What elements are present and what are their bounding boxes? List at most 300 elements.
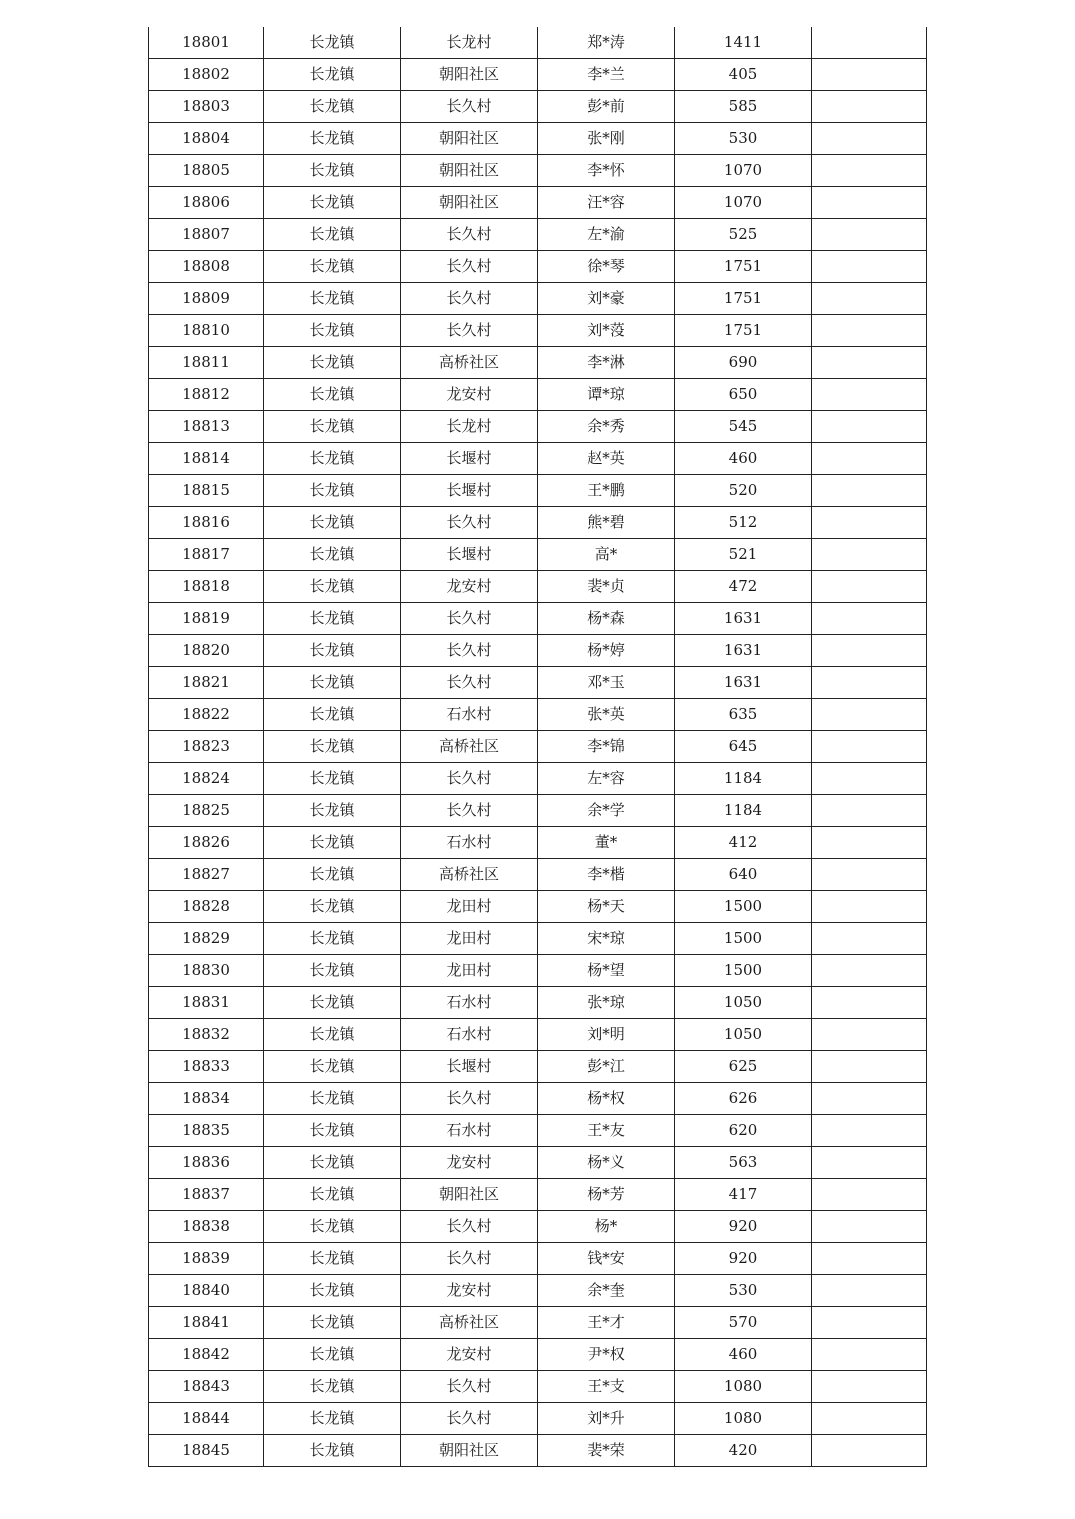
remark-cell xyxy=(812,859,927,891)
remark-cell xyxy=(812,1051,927,1083)
town-cell: 长龙镇 xyxy=(264,443,401,475)
town-cell: 长龙镇 xyxy=(264,1435,401,1467)
serial-number-cell: 18816 xyxy=(149,507,264,539)
amount-cell: 530 xyxy=(675,1275,812,1307)
village-cell: 朝阳社区 xyxy=(401,59,538,91)
table-row xyxy=(149,1115,927,1147)
table-row xyxy=(149,91,927,123)
serial-number-cell: 18805 xyxy=(149,155,264,187)
remark-cell xyxy=(812,667,927,699)
serial-number-cell: 18808 xyxy=(149,251,264,283)
table-row xyxy=(149,571,927,603)
remark-cell xyxy=(812,1211,927,1243)
amount-cell: 1411 xyxy=(675,27,812,59)
serial-number-cell: 18844 xyxy=(149,1403,264,1435)
table-row xyxy=(149,187,927,219)
amount-cell: 412 xyxy=(675,827,812,859)
table-row xyxy=(149,1083,927,1115)
town-cell: 长龙镇 xyxy=(264,155,401,187)
village-cell: 高桥社区 xyxy=(401,1307,538,1339)
village-cell: 长久村 xyxy=(401,315,538,347)
remark-cell xyxy=(812,1275,927,1307)
town-cell: 长龙镇 xyxy=(264,731,401,763)
town-cell: 长龙镇 xyxy=(264,1083,401,1115)
amount-cell: 690 xyxy=(675,347,812,379)
serial-number-cell: 18837 xyxy=(149,1179,264,1211)
village-cell: 石水村 xyxy=(401,1115,538,1147)
serial-number-cell: 18824 xyxy=(149,763,264,795)
village-cell: 长久村 xyxy=(401,219,538,251)
serial-number-cell: 18823 xyxy=(149,731,264,763)
table-row xyxy=(149,411,927,443)
village-cell: 石水村 xyxy=(401,987,538,1019)
town-cell: 长龙镇 xyxy=(264,187,401,219)
amount-cell: 1631 xyxy=(675,603,812,635)
recipient-name-cell: 徐*琴 xyxy=(538,251,675,283)
town-cell: 长龙镇 xyxy=(264,507,401,539)
village-cell: 长堰村 xyxy=(401,1051,538,1083)
table-row xyxy=(149,283,927,315)
recipient-name-cell: 杨* xyxy=(538,1211,675,1243)
town-cell: 长龙镇 xyxy=(264,699,401,731)
serial-number-cell: 18812 xyxy=(149,379,264,411)
table-row xyxy=(149,1275,927,1307)
village-cell: 长久村 xyxy=(401,1403,538,1435)
serial-number-cell: 18843 xyxy=(149,1371,264,1403)
village-cell: 高桥社区 xyxy=(401,859,538,891)
table-row xyxy=(149,1179,927,1211)
recipient-name-cell: 王*鹏 xyxy=(538,475,675,507)
amount-cell: 920 xyxy=(675,1211,812,1243)
serial-number-cell: 18802 xyxy=(149,59,264,91)
table-row xyxy=(149,1307,927,1339)
subsidy-list-table xyxy=(148,27,927,1467)
serial-number-cell: 18840 xyxy=(149,1275,264,1307)
village-cell: 长久村 xyxy=(401,635,538,667)
village-cell: 龙田村 xyxy=(401,891,538,923)
remark-cell xyxy=(812,123,927,155)
recipient-name-cell: 李*淋 xyxy=(538,347,675,379)
table-row xyxy=(149,891,927,923)
table-row xyxy=(149,795,927,827)
town-cell: 长龙镇 xyxy=(264,1147,401,1179)
amount-cell: 1751 xyxy=(675,315,812,347)
amount-cell: 1080 xyxy=(675,1371,812,1403)
serial-number-cell: 18834 xyxy=(149,1083,264,1115)
village-cell: 龙安村 xyxy=(401,1147,538,1179)
serial-number-cell: 18813 xyxy=(149,411,264,443)
remark-cell xyxy=(812,347,927,379)
town-cell: 长龙镇 xyxy=(264,1275,401,1307)
serial-number-cell: 18838 xyxy=(149,1211,264,1243)
recipient-name-cell: 尹*权 xyxy=(538,1339,675,1371)
remark-cell xyxy=(812,699,927,731)
recipient-name-cell: 张*琼 xyxy=(538,987,675,1019)
serial-number-cell: 18804 xyxy=(149,123,264,155)
recipient-name-cell: 郑*涛 xyxy=(538,27,675,59)
table-row xyxy=(149,1403,927,1435)
table-row xyxy=(149,1435,927,1467)
recipient-name-cell: 杨*义 xyxy=(538,1147,675,1179)
serial-number-cell: 18836 xyxy=(149,1147,264,1179)
remark-cell xyxy=(812,27,927,59)
table-row xyxy=(149,315,927,347)
village-cell: 朝阳社区 xyxy=(401,187,538,219)
amount-cell: 405 xyxy=(675,59,812,91)
village-cell: 高桥社区 xyxy=(401,347,538,379)
serial-number-cell: 18810 xyxy=(149,315,264,347)
town-cell: 长龙镇 xyxy=(264,763,401,795)
recipient-name-cell: 张*刚 xyxy=(538,123,675,155)
table-row xyxy=(149,859,927,891)
table-row xyxy=(149,1147,927,1179)
town-cell: 长龙镇 xyxy=(264,251,401,283)
recipient-name-cell: 余*奎 xyxy=(538,1275,675,1307)
village-cell: 龙田村 xyxy=(401,955,538,987)
village-cell: 朝阳社区 xyxy=(401,1435,538,1467)
town-cell: 长龙镇 xyxy=(264,475,401,507)
recipient-name-cell: 刘*明 xyxy=(538,1019,675,1051)
village-cell: 长久村 xyxy=(401,1371,538,1403)
recipient-name-cell: 余*秀 xyxy=(538,411,675,443)
serial-number-cell: 18821 xyxy=(149,667,264,699)
remark-cell xyxy=(812,59,927,91)
amount-cell: 585 xyxy=(675,91,812,123)
town-cell: 长龙镇 xyxy=(264,1371,401,1403)
recipient-name-cell: 王*友 xyxy=(538,1115,675,1147)
remark-cell xyxy=(812,251,927,283)
remark-cell xyxy=(812,923,927,955)
remark-cell xyxy=(812,539,927,571)
amount-cell: 1631 xyxy=(675,635,812,667)
table-row xyxy=(149,955,927,987)
serial-number-cell: 18832 xyxy=(149,1019,264,1051)
serial-number-cell: 18811 xyxy=(149,347,264,379)
recipient-name-cell: 杨*天 xyxy=(538,891,675,923)
amount-cell: 521 xyxy=(675,539,812,571)
serial-number-cell: 18830 xyxy=(149,955,264,987)
town-cell: 长龙镇 xyxy=(264,1051,401,1083)
town-cell: 长龙镇 xyxy=(264,123,401,155)
remark-cell xyxy=(812,1115,927,1147)
amount-cell: 1751 xyxy=(675,251,812,283)
village-cell: 朝阳社区 xyxy=(401,1179,538,1211)
village-cell: 长久村 xyxy=(401,1083,538,1115)
amount-cell: 417 xyxy=(675,1179,812,1211)
recipient-name-cell: 宋*琼 xyxy=(538,923,675,955)
table-row xyxy=(149,59,927,91)
remark-cell xyxy=(812,731,927,763)
town-cell: 长龙镇 xyxy=(264,955,401,987)
remark-cell xyxy=(812,507,927,539)
town-cell: 长龙镇 xyxy=(264,1307,401,1339)
table-row xyxy=(149,731,927,763)
amount-cell: 520 xyxy=(675,475,812,507)
serial-number-cell: 18822 xyxy=(149,699,264,731)
amount-cell: 1070 xyxy=(675,187,812,219)
table-row xyxy=(149,123,927,155)
remark-cell xyxy=(812,763,927,795)
town-cell: 长龙镇 xyxy=(264,603,401,635)
amount-cell: 570 xyxy=(675,1307,812,1339)
village-cell: 高桥社区 xyxy=(401,731,538,763)
remark-cell xyxy=(812,1371,927,1403)
remark-cell xyxy=(812,1403,927,1435)
serial-number-cell: 18829 xyxy=(149,923,264,955)
village-cell: 长久村 xyxy=(401,795,538,827)
table-row xyxy=(149,1211,927,1243)
town-cell: 长龙镇 xyxy=(264,795,401,827)
amount-cell: 460 xyxy=(675,443,812,475)
amount-cell: 1184 xyxy=(675,795,812,827)
remark-cell xyxy=(812,315,927,347)
town-cell: 长龙镇 xyxy=(264,1339,401,1371)
remark-cell xyxy=(812,1147,927,1179)
amount-cell: 625 xyxy=(675,1051,812,1083)
village-cell: 龙安村 xyxy=(401,571,538,603)
remark-cell xyxy=(812,1179,927,1211)
serial-number-cell: 18835 xyxy=(149,1115,264,1147)
serial-number-cell: 18809 xyxy=(149,283,264,315)
table-row xyxy=(149,1243,927,1275)
recipient-name-cell: 邓*玉 xyxy=(538,667,675,699)
serial-number-cell: 18825 xyxy=(149,795,264,827)
village-cell: 长久村 xyxy=(401,251,538,283)
table-row xyxy=(149,219,927,251)
amount-cell: 512 xyxy=(675,507,812,539)
amount-cell: 472 xyxy=(675,571,812,603)
remark-cell xyxy=(812,1243,927,1275)
serial-number-cell: 18845 xyxy=(149,1435,264,1467)
village-cell: 龙田村 xyxy=(401,923,538,955)
table-row xyxy=(149,987,927,1019)
remark-cell xyxy=(812,827,927,859)
recipient-name-cell: 刘*莈 xyxy=(538,315,675,347)
table-row xyxy=(149,763,927,795)
remark-cell xyxy=(812,155,927,187)
recipient-name-cell: 张*英 xyxy=(538,699,675,731)
table-row xyxy=(149,347,927,379)
town-cell: 长龙镇 xyxy=(264,347,401,379)
recipient-name-cell: 汪*容 xyxy=(538,187,675,219)
amount-cell: 545 xyxy=(675,411,812,443)
village-cell: 石水村 xyxy=(401,699,538,731)
remark-cell xyxy=(812,795,927,827)
amount-cell: 460 xyxy=(675,1339,812,1371)
serial-number-cell: 18817 xyxy=(149,539,264,571)
village-cell: 朝阳社区 xyxy=(401,155,538,187)
serial-number-cell: 18818 xyxy=(149,571,264,603)
town-cell: 长龙镇 xyxy=(264,27,401,59)
amount-cell: 1631 xyxy=(675,667,812,699)
village-cell: 石水村 xyxy=(401,1019,538,1051)
recipient-name-cell: 杨*芳 xyxy=(538,1179,675,1211)
town-cell: 长龙镇 xyxy=(264,315,401,347)
recipient-name-cell: 李*锦 xyxy=(538,731,675,763)
town-cell: 长龙镇 xyxy=(264,219,401,251)
serial-number-cell: 18806 xyxy=(149,187,264,219)
amount-cell: 1500 xyxy=(675,955,812,987)
table-row xyxy=(149,923,927,955)
recipient-name-cell: 熊*碧 xyxy=(538,507,675,539)
recipient-name-cell: 裴*荣 xyxy=(538,1435,675,1467)
village-cell: 长久村 xyxy=(401,603,538,635)
table-row xyxy=(149,635,927,667)
remark-cell xyxy=(812,603,927,635)
remark-cell xyxy=(812,91,927,123)
table-row xyxy=(149,539,927,571)
serial-number-cell: 18842 xyxy=(149,1339,264,1371)
town-cell: 长龙镇 xyxy=(264,283,401,315)
remark-cell xyxy=(812,987,927,1019)
serial-number-cell: 18831 xyxy=(149,987,264,1019)
serial-number-cell: 18841 xyxy=(149,1307,264,1339)
village-cell: 长久村 xyxy=(401,91,538,123)
recipient-name-cell: 赵*英 xyxy=(538,443,675,475)
table-row xyxy=(149,1371,927,1403)
table-row xyxy=(149,1339,927,1371)
amount-cell: 1500 xyxy=(675,923,812,955)
amount-cell: 420 xyxy=(675,1435,812,1467)
serial-number-cell: 18820 xyxy=(149,635,264,667)
amount-cell: 530 xyxy=(675,123,812,155)
amount-cell: 640 xyxy=(675,859,812,891)
town-cell: 长龙镇 xyxy=(264,859,401,891)
recipient-name-cell: 王*才 xyxy=(538,1307,675,1339)
town-cell: 长龙镇 xyxy=(264,539,401,571)
table-row xyxy=(149,1019,927,1051)
remark-cell xyxy=(812,571,927,603)
amount-cell: 1751 xyxy=(675,283,812,315)
recipient-name-cell: 董* xyxy=(538,827,675,859)
recipient-name-cell: 杨*森 xyxy=(538,603,675,635)
remark-cell xyxy=(812,283,927,315)
recipient-name-cell: 高* xyxy=(538,539,675,571)
recipient-name-cell: 左*容 xyxy=(538,763,675,795)
recipient-name-cell: 李*楷 xyxy=(538,859,675,891)
amount-cell: 1184 xyxy=(675,763,812,795)
table-row xyxy=(149,379,927,411)
remark-cell xyxy=(812,379,927,411)
table-row xyxy=(149,699,927,731)
table-row xyxy=(149,155,927,187)
amount-cell: 650 xyxy=(675,379,812,411)
remark-cell xyxy=(812,475,927,507)
amount-cell: 525 xyxy=(675,219,812,251)
village-cell: 长久村 xyxy=(401,283,538,315)
town-cell: 长龙镇 xyxy=(264,987,401,1019)
table-row xyxy=(149,27,927,59)
remark-cell xyxy=(812,1339,927,1371)
town-cell: 长龙镇 xyxy=(264,1019,401,1051)
recipient-name-cell: 钱*安 xyxy=(538,1243,675,1275)
amount-cell: 1050 xyxy=(675,987,812,1019)
village-cell: 长堰村 xyxy=(401,539,538,571)
document-page xyxy=(148,27,926,1467)
village-cell: 长久村 xyxy=(401,1243,538,1275)
remark-cell xyxy=(812,187,927,219)
recipient-name-cell: 杨*婷 xyxy=(538,635,675,667)
remark-cell xyxy=(812,1307,927,1339)
amount-cell: 626 xyxy=(675,1083,812,1115)
recipient-name-cell: 王*支 xyxy=(538,1371,675,1403)
recipient-name-cell: 刘*豪 xyxy=(538,283,675,315)
table-row xyxy=(149,667,927,699)
recipient-name-cell: 李*兰 xyxy=(538,59,675,91)
table-body xyxy=(149,27,927,1467)
table-row xyxy=(149,475,927,507)
village-cell: 长龙村 xyxy=(401,411,538,443)
village-cell: 龙安村 xyxy=(401,1275,538,1307)
village-cell: 长久村 xyxy=(401,763,538,795)
serial-number-cell: 18827 xyxy=(149,859,264,891)
serial-number-cell: 18803 xyxy=(149,91,264,123)
recipient-name-cell: 裴*贞 xyxy=(538,571,675,603)
town-cell: 长龙镇 xyxy=(264,571,401,603)
recipient-name-cell: 杨*权 xyxy=(538,1083,675,1115)
recipient-name-cell: 谭*琼 xyxy=(538,379,675,411)
table-row xyxy=(149,603,927,635)
town-cell: 长龙镇 xyxy=(264,635,401,667)
serial-number-cell: 18833 xyxy=(149,1051,264,1083)
village-cell: 朝阳社区 xyxy=(401,123,538,155)
remark-cell xyxy=(812,891,927,923)
village-cell: 长堰村 xyxy=(401,443,538,475)
remark-cell xyxy=(812,1019,927,1051)
village-cell: 龙安村 xyxy=(401,1339,538,1371)
table-row xyxy=(149,827,927,859)
town-cell: 长龙镇 xyxy=(264,667,401,699)
table-row xyxy=(149,443,927,475)
town-cell: 长龙镇 xyxy=(264,1403,401,1435)
recipient-name-cell: 李*怀 xyxy=(538,155,675,187)
serial-number-cell: 18828 xyxy=(149,891,264,923)
village-cell: 长堰村 xyxy=(401,475,538,507)
amount-cell: 620 xyxy=(675,1115,812,1147)
amount-cell: 645 xyxy=(675,731,812,763)
table-row xyxy=(149,507,927,539)
remark-cell xyxy=(812,443,927,475)
remark-cell xyxy=(812,1435,927,1467)
town-cell: 长龙镇 xyxy=(264,379,401,411)
remark-cell xyxy=(812,219,927,251)
serial-number-cell: 18826 xyxy=(149,827,264,859)
amount-cell: 1500 xyxy=(675,891,812,923)
recipient-name-cell: 余*学 xyxy=(538,795,675,827)
town-cell: 长龙镇 xyxy=(264,1243,401,1275)
village-cell: 龙安村 xyxy=(401,379,538,411)
town-cell: 长龙镇 xyxy=(264,891,401,923)
serial-number-cell: 18839 xyxy=(149,1243,264,1275)
remark-cell xyxy=(812,411,927,443)
serial-number-cell: 18801 xyxy=(149,27,264,59)
remark-cell xyxy=(812,1083,927,1115)
remark-cell xyxy=(812,635,927,667)
serial-number-cell: 18815 xyxy=(149,475,264,507)
amount-cell: 1070 xyxy=(675,155,812,187)
village-cell: 石水村 xyxy=(401,827,538,859)
town-cell: 长龙镇 xyxy=(264,1211,401,1243)
town-cell: 长龙镇 xyxy=(264,1179,401,1211)
town-cell: 长龙镇 xyxy=(264,59,401,91)
amount-cell: 1050 xyxy=(675,1019,812,1051)
recipient-name-cell: 彭*前 xyxy=(538,91,675,123)
recipient-name-cell: 杨*望 xyxy=(538,955,675,987)
town-cell: 长龙镇 xyxy=(264,923,401,955)
village-cell: 长龙村 xyxy=(401,27,538,59)
serial-number-cell: 18819 xyxy=(149,603,264,635)
serial-number-cell: 18814 xyxy=(149,443,264,475)
